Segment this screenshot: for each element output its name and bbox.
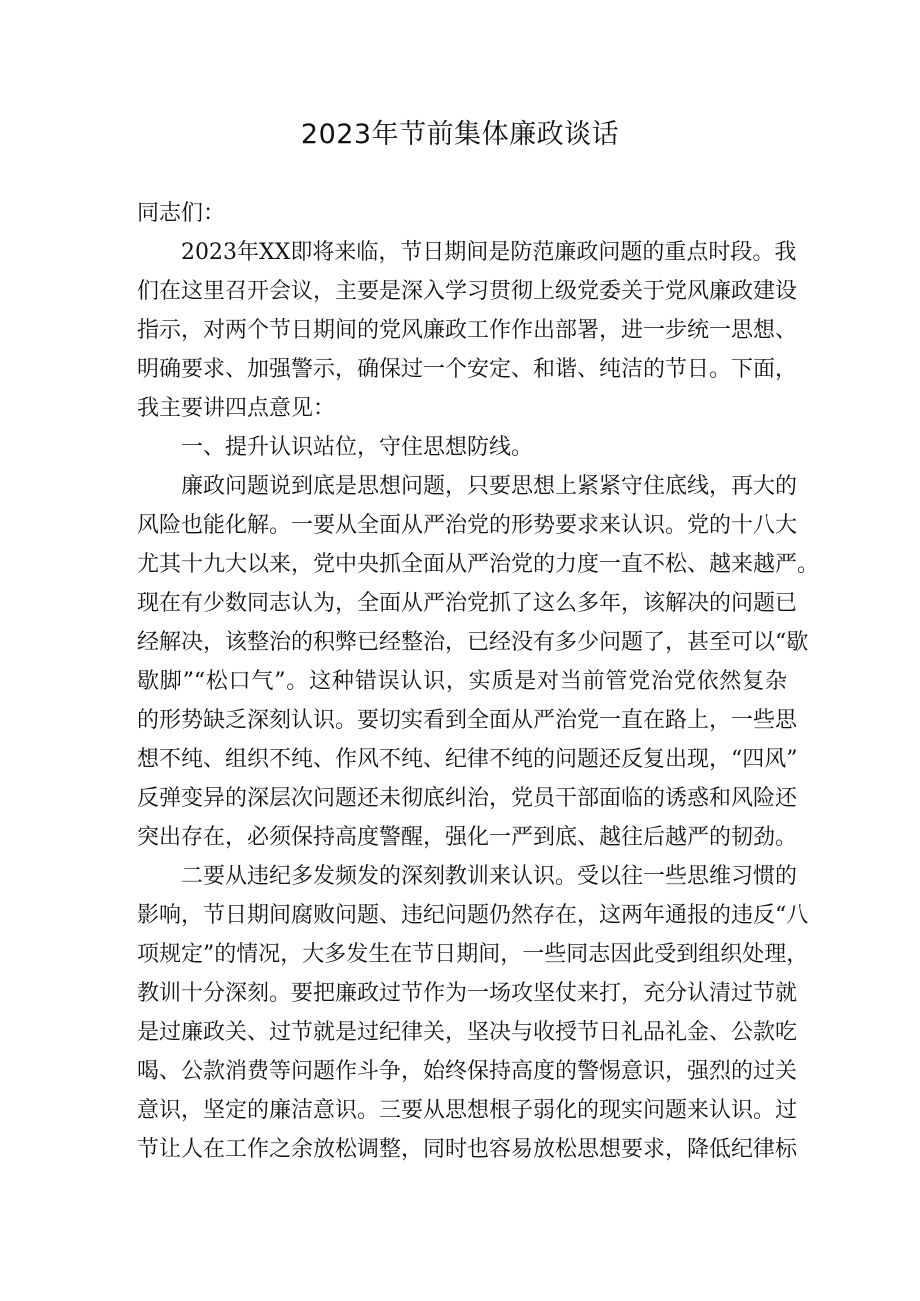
paragraph-line: 经解决，该整治的积弊已经整治，已经没有多少问题了，甚至可以“歇 bbox=[137, 630, 809, 655]
paragraph-line: 节让人在工作之余放松调整，同时也容易放松思想要求，降低纪律标 bbox=[137, 1137, 798, 1162]
paragraph-line: 尤其十九大以来，党中央抓全面从严治党的力度一直不松、越来越严。 bbox=[137, 552, 820, 577]
paragraph-line: 二要从违纪多发频发的深刻教训来认识。受以往一些思维习惯的 bbox=[181, 864, 798, 889]
paragraph-line: 影响，节日期间腐败问题、违纪问题仍然存在，这两年通报的违反“八 bbox=[137, 903, 809, 928]
document-title: 2023年节前集体廉政谈话 bbox=[300, 119, 620, 150]
paragraph-line: 指示，对两个节日期间的党风廉政工作作出部署，进一步统一思想、 bbox=[137, 318, 798, 343]
paragraph-line: 廉政问题说到底是思想问题，只要思想上紧紧守住底线，再大的 bbox=[181, 474, 798, 499]
paragraph-line: 意识，坚定的廉洁意识。三要从思想根子弱化的现实问题来认识。过 bbox=[137, 1098, 798, 1123]
paragraph-line: 想不纯、组织不纯、作风不纯、纪律不纯的问题还反复出现，“四风” bbox=[137, 747, 798, 772]
salutation-line: 同志们： bbox=[137, 201, 226, 226]
paragraph-line: 的形势缺乏深刻认识。要切实看到全面从严治党一直在路上，一些思 bbox=[137, 708, 798, 733]
paragraph-line: 2023年XX即将来临，节日期间是防范廉政问题的重点时段。我 bbox=[181, 240, 797, 265]
paragraph-line: 我主要讲四点意见： bbox=[137, 396, 336, 421]
paragraph-line: 现在有少数同志认为，全面从严治党抓了这么多年，该解决的问题已 bbox=[137, 591, 798, 616]
paragraph-line: 歇脚”“松口气”。这种错误认识，实质是对当前管党治党依然复杂 bbox=[137, 669, 787, 694]
paragraph-line: 项规定”的情况，大多发生在节日期间，一些同志因此受到组织处理， bbox=[137, 942, 809, 967]
paragraph-line: 们在这里召开会议，主要是深入学习贯彻上级党委关于党风廉政建设 bbox=[137, 279, 798, 304]
paragraph-line: 明确要求、加强警示，确保过一个安定、和谐、纯洁的节日。下面， bbox=[137, 357, 798, 382]
paragraph-line: 反弹变异的深层次问题还未彻底纠治，党员干部面临的诱惑和风险还 bbox=[137, 786, 798, 811]
paragraph-line: 突出存在，必须保持高度警醒，强化一严到底、越往后越严的韧劲。 bbox=[137, 825, 798, 850]
paragraph-line: 风险也能化解。一要从全面从严治党的形势要求来认识。党的十八大 bbox=[137, 513, 798, 538]
paragraph-line: 教训十分深刻。要把廉政过节作为一场攻坚仗来打，充分认清过节就 bbox=[137, 981, 798, 1006]
paragraph-line: 喝、公款消费等问题作斗争，始终保持高度的警惕意识，强烈的过关 bbox=[137, 1059, 798, 1084]
section-heading: 一、提升认识站位，守住思想防线。 bbox=[181, 435, 534, 460]
paragraph-line: 是过廉政关、过节就是过纪律关，坚决与收授节日礼品礼金、公款吃 bbox=[137, 1020, 798, 1045]
